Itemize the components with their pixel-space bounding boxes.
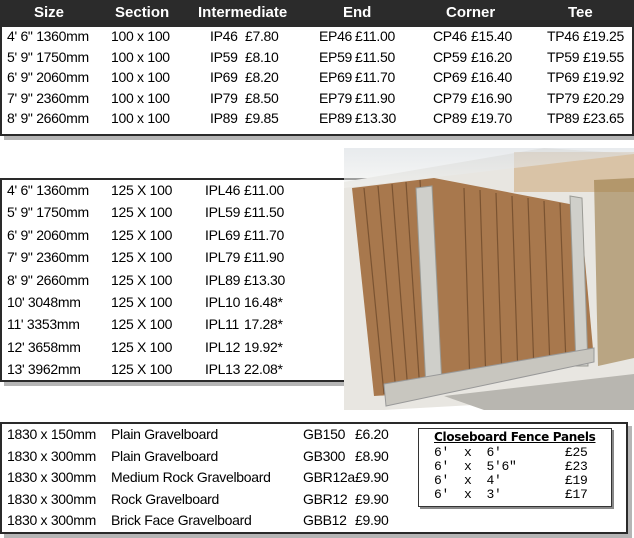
panel-price: £19 bbox=[565, 473, 588, 488]
cell-end-price: £11.00 bbox=[355, 28, 395, 44]
panel-size: 6' x 5'6" bbox=[434, 459, 517, 474]
cell-size: 5' 9" 1750mm bbox=[7, 48, 89, 65]
cell-size: 4' 6" 1360mm bbox=[7, 182, 89, 198]
cell-tee-price: £20.29 bbox=[583, 89, 625, 106]
cell-section: 125 X 100 bbox=[111, 182, 173, 198]
cell-end-code: EP69 bbox=[319, 69, 353, 85]
cell-corner-code: CP59 bbox=[433, 48, 467, 65]
cell-code: IPL59 bbox=[205, 204, 241, 221]
cell-code: IPL10 bbox=[205, 294, 241, 310]
cell-price: £11.50 bbox=[244, 204, 284, 221]
cell-code: GBR12 bbox=[303, 490, 348, 507]
cell-intermediate-price: £7.80 bbox=[245, 28, 279, 44]
fence-photo-icon bbox=[344, 148, 634, 410]
cell-tee-price: £23.65 bbox=[583, 110, 625, 126]
cell-intermediate-code: IP89 bbox=[210, 110, 238, 126]
cell-description: Brick Face Gravelboard bbox=[111, 512, 252, 528]
cell-section: 125 X 100 bbox=[111, 294, 173, 310]
cell-size: 13' 3962mm bbox=[7, 361, 81, 378]
cell-end-price: £11.90 bbox=[355, 89, 395, 106]
cell-section: 125 X 100 bbox=[111, 204, 173, 221]
cell-price: £8.90 bbox=[355, 447, 389, 464]
cell-section: 100 x 100 bbox=[111, 48, 170, 65]
cell-size: 7' 9" 2360mm bbox=[7, 249, 89, 266]
cell-price: 17.28* bbox=[244, 316, 283, 333]
cell-price: 22.08* bbox=[244, 361, 283, 378]
cell-code: IPL79 bbox=[205, 249, 241, 266]
cell-tee-code: TP46 bbox=[547, 28, 580, 44]
cell-code: GBR12a bbox=[303, 469, 355, 485]
cell-end-price: £11.70 bbox=[355, 69, 395, 85]
cell-code: IPL46 bbox=[205, 182, 241, 198]
cell-size: 5' 9" 1750mm bbox=[7, 204, 89, 221]
cell-price: £13.30 bbox=[244, 271, 286, 288]
cell-section: 125 X 100 bbox=[111, 226, 173, 243]
cell-size: 8' 9" 2660mm bbox=[7, 271, 89, 288]
cell-price: £9.90 bbox=[355, 469, 389, 485]
panel-price: £25 bbox=[565, 445, 588, 460]
header-section: Section bbox=[115, 4, 170, 21]
cell-intermediate-code: IP46 bbox=[210, 28, 238, 44]
cell-intermediate-code: IP69 bbox=[210, 69, 238, 85]
panel-size: 6' x 3' bbox=[434, 487, 502, 502]
cell-code: IPL12 bbox=[205, 338, 241, 355]
cell-tee-code: TP89 bbox=[547, 110, 580, 126]
cell-intermediate-price: £8.50 bbox=[245, 89, 279, 106]
cell-price: £11.90 bbox=[244, 249, 284, 266]
cell-size: 1830 x 300mm bbox=[7, 512, 97, 528]
panel-size: 6' x 4' bbox=[434, 473, 502, 488]
cell-size: 6' 9" 2060mm bbox=[7, 226, 89, 243]
cell-code: IPL69 bbox=[205, 226, 241, 243]
cell-size: 8' 9" 2660mm bbox=[7, 110, 89, 126]
cell-price: £6.20 bbox=[355, 426, 389, 442]
cell-end-price: £13.30 bbox=[355, 110, 397, 126]
cell-section: 125 X 100 bbox=[111, 249, 173, 266]
cell-section: 100 x 100 bbox=[111, 28, 170, 44]
cell-tee-code: TP69 bbox=[547, 69, 580, 85]
cell-corner-price: £19.70 bbox=[471, 110, 513, 126]
cell-corner-price: £16.20 bbox=[471, 48, 513, 65]
cell-description: Medium Rock Gravelboard bbox=[111, 469, 271, 485]
cell-corner-code: CP89 bbox=[433, 110, 467, 126]
cell-section: 125 X 100 bbox=[111, 316, 173, 333]
cell-size: 1830 x 300mm bbox=[7, 469, 97, 485]
cell-size: 10' 3048mm bbox=[7, 294, 81, 310]
cell-price: £9.90 bbox=[355, 490, 389, 507]
header-size: Size bbox=[34, 4, 65, 21]
cell-price: £9.90 bbox=[355, 512, 389, 528]
cell-intermediate-price: £8.10 bbox=[245, 48, 279, 65]
cell-end-code: EP59 bbox=[319, 48, 353, 65]
cell-size: 1830 x 300mm bbox=[7, 447, 97, 464]
cell-size: 4' 6" 1360mm bbox=[7, 28, 89, 44]
cell-size: 11' 3353mm bbox=[7, 316, 80, 333]
cell-end-price: £11.50 bbox=[355, 48, 395, 65]
cell-code: IPL89 bbox=[205, 271, 241, 288]
cell-price: £11.70 bbox=[244, 226, 284, 243]
cell-code: IPL13 bbox=[205, 361, 241, 378]
cell-corner-code: CP69 bbox=[433, 69, 467, 85]
panel-price: £23 bbox=[565, 459, 588, 474]
table-header bbox=[0, 0, 634, 27]
cell-intermediate-code: IP79 bbox=[210, 89, 238, 106]
cell-code: GB300 bbox=[303, 447, 346, 464]
cell-end-code: EP89 bbox=[319, 110, 353, 126]
cell-size: 6' 9" 2060mm bbox=[7, 69, 89, 85]
cell-section: 100 x 100 bbox=[111, 110, 170, 126]
header-tee: Tee bbox=[568, 4, 593, 21]
panels-title: Closeboard Fence Panels bbox=[434, 430, 596, 444]
cell-intermediate-code: IP59 bbox=[210, 48, 238, 65]
cell-code: IPL11 bbox=[205, 316, 240, 333]
cell-description: Rock Gravelboard bbox=[111, 490, 220, 507]
cell-tee-code: TP59 bbox=[547, 48, 580, 65]
cell-corner-price: £16.40 bbox=[471, 69, 513, 85]
cell-code: GB150 bbox=[303, 426, 346, 442]
cell-corner-price: £15.40 bbox=[471, 28, 513, 44]
cell-price: £11.00 bbox=[244, 182, 284, 198]
cell-price: 16.48* bbox=[244, 294, 283, 310]
cell-description: Plain Gravelboard bbox=[111, 426, 218, 442]
header-corner: Corner bbox=[446, 4, 496, 21]
cell-tee-code: TP79 bbox=[547, 89, 580, 106]
cell-end-code: EP46 bbox=[319, 28, 353, 44]
cell-size: 1830 x 150mm bbox=[7, 426, 97, 442]
cell-description: Plain Gravelboard bbox=[111, 447, 218, 464]
cell-corner-code: CP79 bbox=[433, 89, 467, 106]
panel-size: 6' x 6' bbox=[434, 445, 502, 460]
panel-price: £17 bbox=[565, 487, 588, 502]
cell-size: 12' 3658mm bbox=[7, 338, 81, 355]
header-end: End bbox=[343, 4, 372, 21]
cell-size: 1830 x 300mm bbox=[7, 490, 97, 507]
cell-section: 125 X 100 bbox=[111, 338, 173, 355]
cell-tee-price: £19.25 bbox=[583, 28, 625, 44]
header-intermediate: Intermediate bbox=[198, 4, 288, 21]
cell-section: 100 x 100 bbox=[111, 89, 170, 106]
cell-corner-code: CP46 bbox=[433, 28, 467, 44]
cell-size: 7' 9" 2360mm bbox=[7, 89, 89, 106]
cell-tee-price: £19.55 bbox=[583, 48, 625, 65]
cell-section: 125 X 100 bbox=[111, 271, 173, 288]
cell-code: GBB12 bbox=[303, 512, 347, 528]
cell-intermediate-price: £8.20 bbox=[245, 69, 279, 85]
cell-intermediate-price: £9.85 bbox=[245, 110, 279, 126]
cell-section: 125 X 100 bbox=[111, 361, 173, 378]
cell-price: 19.92* bbox=[244, 338, 283, 355]
cell-section: 100 x 100 bbox=[111, 69, 170, 85]
cell-corner-price: £16.90 bbox=[471, 89, 513, 106]
cell-tee-price: £19.92 bbox=[583, 69, 625, 85]
cell-end-code: EP79 bbox=[319, 89, 353, 106]
